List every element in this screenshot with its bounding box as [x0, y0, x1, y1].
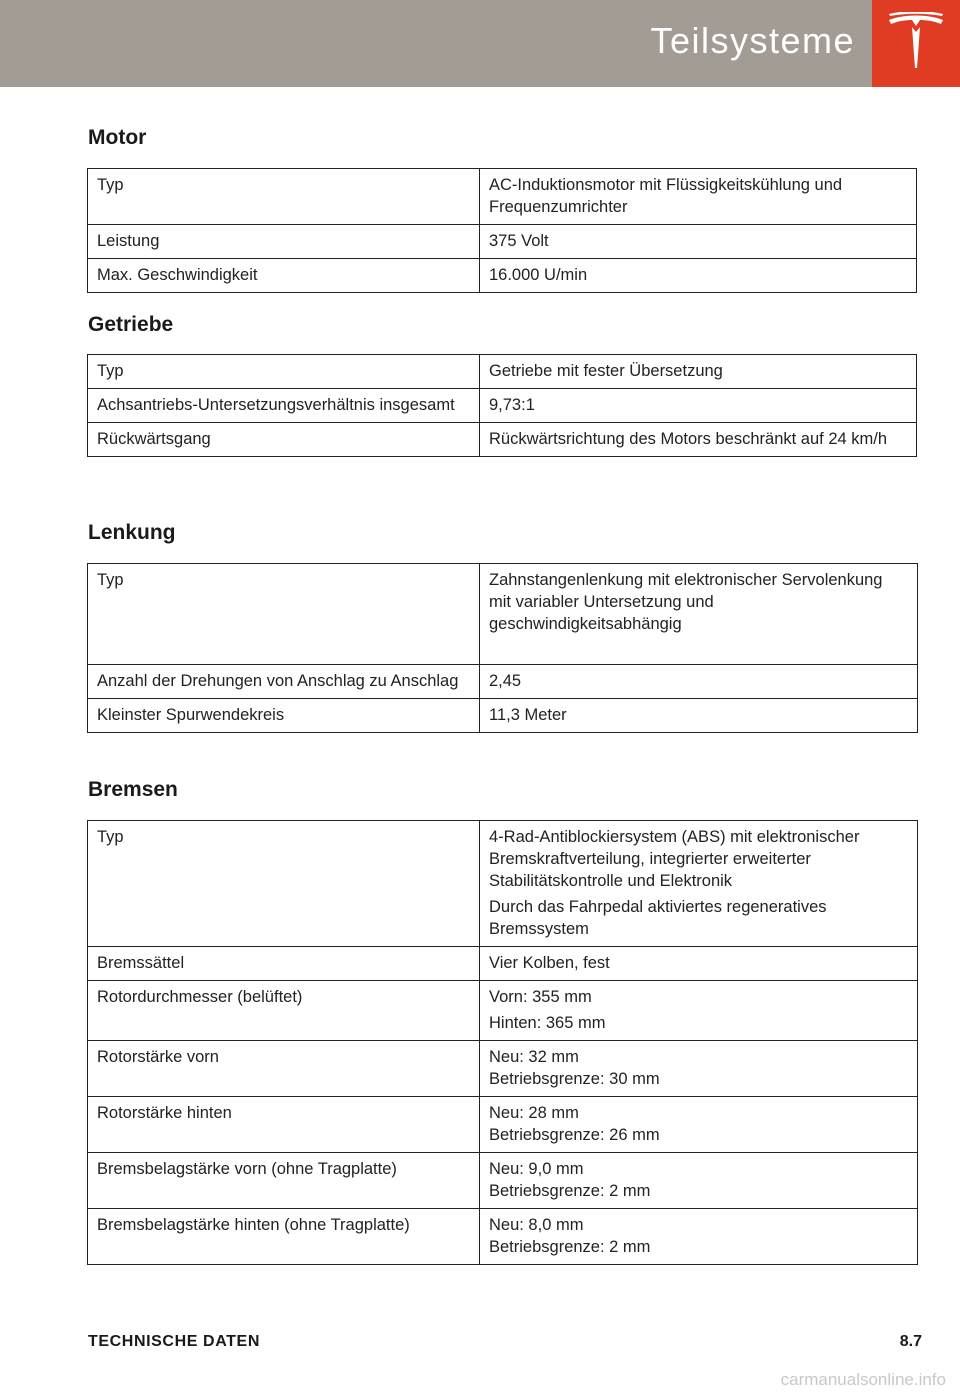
row-value [480, 1153, 918, 1209]
table-row [88, 699, 918, 733]
row-value-line: 4-Rad-Antiblockiersystem (ABS) mit elektronischer Bremskraftverteilung, integrierter erweiterter Stabilitätskontrolle und Elektronik [489, 828, 860, 890]
section-title-motor: Motor [88, 126, 147, 149]
page-header [0, 0, 960, 87]
row-value-line: Neu: 8,0 mm [489, 1216, 584, 1234]
row-label: Achsantriebs-Untersetzungsverhältnis insgesamt [88, 389, 480, 423]
row-value-line: Durch das Fahrpedal aktiviertes regeneratives Bremssystem [489, 898, 827, 938]
table-row [88, 564, 918, 665]
row-value [480, 1097, 918, 1153]
row-label: Bremssättel [88, 947, 480, 981]
row-value-line: Neu: 9,0 mm [489, 1160, 584, 1178]
row-label: Max. Geschwindigkeit [88, 259, 480, 293]
table-row [88, 225, 917, 259]
row-value: Zahnstangenlenkung mit elektronischer Servolenkung mit variabler Untersetzung und geschwindigkeitsabhängig [480, 564, 918, 665]
row-value-line: Betriebsgrenze: 2 mm [489, 1238, 651, 1256]
table-row [88, 1097, 918, 1153]
row-value [480, 821, 918, 947]
row-value: 9,73:1 [480, 389, 917, 423]
footer-page-number: 8.7 [899, 1333, 922, 1350]
row-value: AC-Induktionsmotor mit Flüssigkeitskühlung und Frequenzumrichter [480, 169, 917, 225]
row-label: Typ [88, 564, 480, 665]
spec-table-bremsen [87, 820, 918, 1265]
row-label: Typ [88, 169, 480, 225]
section-title-lenkung: Lenkung [88, 521, 176, 544]
row-value-line: Vorn: 355 mm [489, 988, 592, 1006]
table-row [88, 355, 917, 389]
row-value: 375 Volt [480, 225, 917, 259]
row-label: Kleinster Spurwendekreis [88, 699, 480, 733]
row-value: 16.000 U/min [480, 259, 917, 293]
spec-table-motor [87, 168, 917, 293]
table-row [88, 259, 917, 293]
section-title-bremsen: Bremsen [88, 778, 178, 801]
row-value-line: Hinten: 365 mm [489, 1014, 606, 1032]
table-row [88, 389, 917, 423]
table-row [88, 169, 917, 225]
watermark: carmanualsonline.info [780, 1370, 946, 1389]
table-row [88, 981, 918, 1041]
row-value: 2,45 [480, 665, 918, 699]
row-value [480, 1041, 918, 1097]
spec-table-getriebe [87, 354, 917, 457]
table-row [88, 665, 918, 699]
table-row [88, 821, 918, 947]
row-label: Bremsbelagstärke hinten (ohne Tragplatte) [88, 1209, 480, 1265]
logo-badge [872, 0, 960, 87]
row-value-line: Neu: 28 mm [489, 1104, 579, 1122]
row-value: Rückwärtsrichtung des Motors beschränkt auf 24 km/h [480, 423, 917, 457]
row-label: Typ [88, 355, 480, 389]
row-value-line: Betriebsgrenze: 26 mm [489, 1126, 660, 1144]
row-label: Rotorstärke hinten [88, 1097, 480, 1153]
row-value: Getriebe mit fester Übersetzung [480, 355, 917, 389]
table-row [88, 423, 917, 457]
row-label: Anzahl der Drehungen von Anschlag zu Anschlag [88, 665, 480, 699]
table-row [88, 947, 918, 981]
section-title-getriebe: Getriebe [88, 313, 174, 336]
row-label: Bremsbelagstärke vorn (ohne Tragplatte) [88, 1153, 480, 1209]
row-value [480, 981, 918, 1041]
table-row [88, 1209, 918, 1265]
row-value-line: Betriebsgrenze: 30 mm [489, 1070, 660, 1088]
row-label: Rückwärtsgang [88, 423, 480, 457]
spec-table-lenkung [87, 563, 918, 733]
row-value: 11,3 Meter [480, 699, 918, 733]
row-value [480, 1209, 918, 1265]
table-row [88, 1041, 918, 1097]
page-title: Teilsysteme [650, 20, 855, 61]
row-value-line: Betriebsgrenze: 2 mm [489, 1182, 651, 1200]
row-label: Leistung [88, 225, 480, 259]
row-value: Vier Kolben, fest [480, 947, 918, 981]
row-label: Rotorstärke vorn [88, 1041, 480, 1097]
table-row [88, 1153, 918, 1209]
row-label: Rotordurchmesser (belüftet) [88, 981, 480, 1041]
footer-section-label: TECHNISCHE DATEN [88, 1333, 260, 1350]
row-label: Typ [88, 821, 480, 947]
row-value-line: Neu: 32 mm [489, 1048, 579, 1066]
tesla-logo-icon [886, 12, 946, 74]
